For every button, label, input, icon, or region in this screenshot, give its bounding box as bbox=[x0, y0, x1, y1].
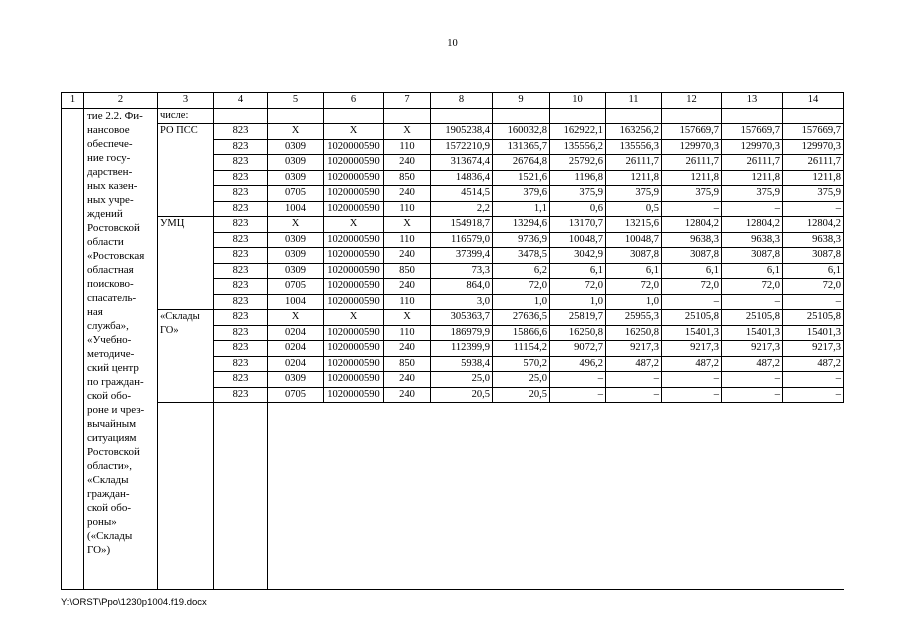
empty-cell bbox=[384, 108, 431, 124]
description-line: ский центр bbox=[87, 361, 139, 374]
description-line: вычайным bbox=[87, 417, 137, 430]
amount-cell: 26111,7 bbox=[783, 155, 844, 171]
description-line: ная bbox=[87, 305, 103, 318]
institution-name-line: УМЦ bbox=[160, 218, 185, 229]
column-number: 9 bbox=[493, 93, 550, 109]
amount-cell: 13170,7 bbox=[550, 217, 606, 233]
amount-cell: 9638,3 bbox=[722, 232, 783, 248]
code-cell: 1020000590 bbox=[324, 294, 384, 310]
code-cell: 110 bbox=[384, 139, 431, 155]
budget-table bbox=[61, 92, 844, 590]
amount-cell: 375,9 bbox=[550, 186, 606, 202]
code-cell: Х bbox=[324, 124, 384, 140]
code-cell: Х bbox=[384, 217, 431, 233]
amount-cell: 0,6 bbox=[550, 201, 606, 217]
code-cell: Х bbox=[268, 124, 324, 140]
amount-cell: 487,2 bbox=[662, 356, 722, 372]
code-cell: 240 bbox=[384, 186, 431, 202]
amount-cell: 864,0 bbox=[431, 279, 493, 295]
amount-cell: 375,9 bbox=[783, 186, 844, 202]
amount-cell: 26111,7 bbox=[662, 155, 722, 171]
empty-cell bbox=[722, 108, 783, 124]
amount-cell: – bbox=[550, 387, 606, 403]
amount-cell: – bbox=[783, 387, 844, 403]
amount-cell: 6,1 bbox=[606, 263, 662, 279]
amount-cell: 15866,6 bbox=[493, 325, 550, 341]
amount-cell: 72,0 bbox=[493, 279, 550, 295]
amount-cell: 12804,2 bbox=[722, 217, 783, 233]
description-line: по граждан- bbox=[87, 375, 144, 388]
amount-cell: 163256,2 bbox=[606, 124, 662, 140]
amount-cell: 27636,5 bbox=[493, 310, 550, 326]
code-cell: 0309 bbox=[268, 232, 324, 248]
code-cell: 823 bbox=[214, 310, 268, 326]
code-cell: Х bbox=[384, 124, 431, 140]
column-number: 2 bbox=[84, 93, 158, 109]
column-number: 11 bbox=[606, 93, 662, 109]
filler-cell bbox=[214, 403, 268, 590]
amount-cell: 25955,3 bbox=[606, 310, 662, 326]
code-cell: Х bbox=[268, 310, 324, 326]
code-cell: 823 bbox=[214, 170, 268, 186]
column-number: 13 bbox=[722, 93, 783, 109]
code-cell: 110 bbox=[384, 201, 431, 217]
amount-cell: 1211,8 bbox=[783, 170, 844, 186]
code-cell: 240 bbox=[384, 248, 431, 264]
amount-cell: 6,1 bbox=[662, 263, 722, 279]
description-line: граждан- bbox=[87, 487, 130, 500]
amount-cell: 154918,7 bbox=[431, 217, 493, 233]
amount-cell: 6,1 bbox=[783, 263, 844, 279]
filler-cell bbox=[722, 403, 783, 590]
code-cell: 240 bbox=[384, 279, 431, 295]
code-cell: 0705 bbox=[268, 279, 324, 295]
amount-cell: – bbox=[783, 201, 844, 217]
row-number-cell bbox=[62, 108, 84, 590]
amount-cell: 1521,6 bbox=[493, 170, 550, 186]
amount-cell: 135556,2 bbox=[550, 139, 606, 155]
amount-cell: 12804,2 bbox=[662, 217, 722, 233]
code-cell: 823 bbox=[214, 186, 268, 202]
amount-cell: 305363,7 bbox=[431, 310, 493, 326]
code-cell: 823 bbox=[214, 294, 268, 310]
description-line: ных учре- bbox=[87, 193, 134, 206]
code-cell: 0705 bbox=[268, 387, 324, 403]
amount-cell: 3042,9 bbox=[550, 248, 606, 264]
description-line: области», bbox=[87, 459, 133, 472]
column-number: 8 bbox=[431, 93, 493, 109]
amount-cell: 162922,1 bbox=[550, 124, 606, 140]
amount-cell: 313674,4 bbox=[431, 155, 493, 171]
description-line: «Склады bbox=[87, 473, 129, 486]
empty-cell bbox=[431, 108, 493, 124]
amount-cell: 5938,4 bbox=[431, 356, 493, 372]
amount-cell: – bbox=[722, 201, 783, 217]
empty-cell bbox=[268, 108, 324, 124]
amount-cell: 9072,7 bbox=[550, 341, 606, 357]
amount-cell: 116579,0 bbox=[431, 232, 493, 248]
amount-cell: 1211,8 bbox=[722, 170, 783, 186]
amount-cell: – bbox=[606, 387, 662, 403]
code-cell: 1020000590 bbox=[324, 155, 384, 171]
amount-cell: 375,9 bbox=[722, 186, 783, 202]
code-cell: 0204 bbox=[268, 341, 324, 357]
description-line: поисково- bbox=[87, 277, 134, 290]
description-line: роне и чрез- bbox=[87, 403, 145, 416]
column-number: 5 bbox=[268, 93, 324, 109]
amount-cell: – bbox=[662, 372, 722, 388]
amount-cell: 487,2 bbox=[722, 356, 783, 372]
amount-cell: 3087,8 bbox=[783, 248, 844, 264]
amount-cell: 157669,7 bbox=[662, 124, 722, 140]
amount-cell: 1211,8 bbox=[606, 170, 662, 186]
column-number: 12 bbox=[662, 93, 722, 109]
table-row bbox=[62, 310, 844, 326]
amount-cell: 25792,6 bbox=[550, 155, 606, 171]
institution-name-line: РО ПСС bbox=[160, 125, 198, 136]
code-cell: 1020000590 bbox=[324, 372, 384, 388]
amount-cell: 72,0 bbox=[722, 279, 783, 295]
institution-name-line: ГО» bbox=[160, 325, 179, 336]
column-number: 1 bbox=[62, 93, 84, 109]
intro-label: числе: bbox=[158, 108, 214, 124]
code-cell: 110 bbox=[384, 294, 431, 310]
amount-cell: 9217,3 bbox=[783, 341, 844, 357]
column-number: 7 bbox=[384, 93, 431, 109]
empty-cell bbox=[214, 108, 268, 124]
code-cell: 1020000590 bbox=[324, 325, 384, 341]
description-line: дарствен- bbox=[87, 165, 133, 178]
description-line: Ростовской bbox=[87, 221, 140, 234]
code-cell: 823 bbox=[214, 139, 268, 155]
amount-cell: 112399,9 bbox=[431, 341, 493, 357]
description-line: ние госу- bbox=[87, 151, 131, 164]
amount-cell: 1211,8 bbox=[662, 170, 722, 186]
amount-cell: 10048,7 bbox=[550, 232, 606, 248]
amount-cell: 26764,8 bbox=[493, 155, 550, 171]
code-cell: 0309 bbox=[268, 372, 324, 388]
code-cell: 1020000590 bbox=[324, 139, 384, 155]
amount-cell: 129970,3 bbox=[662, 139, 722, 155]
description-line: областная bbox=[87, 263, 134, 276]
amount-cell: – bbox=[550, 372, 606, 388]
code-cell: Х bbox=[384, 310, 431, 326]
amount-cell: – bbox=[662, 294, 722, 310]
description-line: роны» bbox=[87, 515, 117, 528]
amount-cell: 16250,8 bbox=[606, 325, 662, 341]
code-cell: 0309 bbox=[268, 139, 324, 155]
code-cell: 1020000590 bbox=[324, 356, 384, 372]
code-cell: 823 bbox=[214, 124, 268, 140]
code-cell: 1020000590 bbox=[324, 279, 384, 295]
amount-cell: 37399,4 bbox=[431, 248, 493, 264]
filler-cell bbox=[324, 403, 384, 590]
amount-cell: 14836,4 bbox=[431, 170, 493, 186]
amount-cell: 570,2 bbox=[493, 356, 550, 372]
amount-cell: 15401,3 bbox=[722, 325, 783, 341]
code-cell: Х bbox=[324, 310, 384, 326]
code-cell: 823 bbox=[214, 356, 268, 372]
code-cell: 823 bbox=[214, 232, 268, 248]
amount-cell: 1,1 bbox=[493, 201, 550, 217]
amount-cell: 3087,8 bbox=[662, 248, 722, 264]
code-cell: 1020000590 bbox=[324, 341, 384, 357]
amount-cell: 10048,7 bbox=[606, 232, 662, 248]
amount-cell: 375,9 bbox=[606, 186, 662, 202]
code-cell: Х bbox=[268, 217, 324, 233]
amount-cell: 72,0 bbox=[783, 279, 844, 295]
amount-cell: 3,0 bbox=[431, 294, 493, 310]
code-cell: 823 bbox=[214, 325, 268, 341]
amount-cell: 3087,8 bbox=[606, 248, 662, 264]
code-cell: 0309 bbox=[268, 248, 324, 264]
description-line: «Учебно- bbox=[87, 333, 132, 346]
description-line: «Ростовская bbox=[87, 249, 145, 262]
filler-cell bbox=[662, 403, 722, 590]
amount-cell: 4514,5 bbox=[431, 186, 493, 202]
filler-cell bbox=[783, 403, 844, 590]
description-line: ской обо- bbox=[87, 501, 132, 514]
code-cell: 823 bbox=[214, 279, 268, 295]
code-cell: 850 bbox=[384, 356, 431, 372]
amount-cell: 16250,8 bbox=[550, 325, 606, 341]
footer-file-path: Y:\ORST\Ppo\1230p1004.f19.docx bbox=[61, 597, 207, 608]
code-cell: 823 bbox=[214, 217, 268, 233]
amount-cell: 6,1 bbox=[722, 263, 783, 279]
description-line: ГО») bbox=[87, 543, 111, 556]
filler-cell bbox=[606, 403, 662, 590]
amount-cell: 1,0 bbox=[606, 294, 662, 310]
amount-cell: – bbox=[783, 294, 844, 310]
code-cell: 1020000590 bbox=[324, 248, 384, 264]
amount-cell: 131365,7 bbox=[493, 139, 550, 155]
amount-cell: 13215,6 bbox=[606, 217, 662, 233]
code-cell: 0309 bbox=[268, 170, 324, 186]
description-line: области bbox=[87, 235, 124, 248]
empty-cell bbox=[550, 108, 606, 124]
code-cell: 240 bbox=[384, 155, 431, 171]
filler-cell bbox=[431, 403, 493, 590]
table-row bbox=[62, 124, 844, 140]
description-line: ждений bbox=[87, 207, 123, 220]
code-cell: 823 bbox=[214, 248, 268, 264]
amount-cell: 135556,3 bbox=[606, 139, 662, 155]
amount-cell: 25,0 bbox=[493, 372, 550, 388]
amount-cell: 6,2 bbox=[493, 263, 550, 279]
amount-cell: 73,3 bbox=[431, 263, 493, 279]
amount-cell: 3087,8 bbox=[722, 248, 783, 264]
amount-cell: 496,2 bbox=[550, 356, 606, 372]
column-number: 14 bbox=[783, 93, 844, 109]
amount-cell: 186979,9 bbox=[431, 325, 493, 341]
description-line: спасатель- bbox=[87, 291, 137, 304]
description-cell bbox=[84, 108, 158, 590]
amount-cell: 15401,3 bbox=[783, 325, 844, 341]
code-cell: 823 bbox=[214, 155, 268, 171]
amount-cell: 9217,3 bbox=[606, 341, 662, 357]
amount-cell: 160032,8 bbox=[493, 124, 550, 140]
amount-cell: 26111,7 bbox=[606, 155, 662, 171]
amount-cell: – bbox=[722, 294, 783, 310]
empty-cell bbox=[324, 108, 384, 124]
amount-cell: 9736,9 bbox=[493, 232, 550, 248]
code-cell: 1020000590 bbox=[324, 170, 384, 186]
amount-cell: 129970,3 bbox=[722, 139, 783, 155]
description-line: ных казен- bbox=[87, 179, 138, 192]
empty-cell bbox=[493, 108, 550, 124]
amount-cell: 26111,7 bbox=[722, 155, 783, 171]
code-cell: 110 bbox=[384, 325, 431, 341]
code-cell: 1020000590 bbox=[324, 263, 384, 279]
amount-cell: 487,2 bbox=[783, 356, 844, 372]
amount-cell: 157669,7 bbox=[783, 124, 844, 140]
page-number: 10 bbox=[447, 38, 458, 49]
table-row bbox=[62, 217, 844, 233]
code-cell: 823 bbox=[214, 263, 268, 279]
amount-cell: 1,0 bbox=[493, 294, 550, 310]
column-number: 4 bbox=[214, 93, 268, 109]
intro-row bbox=[62, 108, 844, 124]
amount-cell: 0,5 bbox=[606, 201, 662, 217]
empty-cell bbox=[783, 108, 844, 124]
amount-cell: 2,2 bbox=[431, 201, 493, 217]
amount-cell: 15401,3 bbox=[662, 325, 722, 341]
amount-cell: 13294,6 bbox=[493, 217, 550, 233]
code-cell: 240 bbox=[384, 341, 431, 357]
amount-cell: 1,0 bbox=[550, 294, 606, 310]
amount-cell: 1572210,9 bbox=[431, 139, 493, 155]
amount-cell: – bbox=[662, 387, 722, 403]
amount-cell: 1196,8 bbox=[550, 170, 606, 186]
code-cell: 1004 bbox=[268, 294, 324, 310]
amount-cell: 20,5 bbox=[431, 387, 493, 403]
description-line: Ростовской bbox=[87, 445, 140, 458]
empty-cell bbox=[662, 108, 722, 124]
code-cell: 240 bbox=[384, 372, 431, 388]
description-line: методиче- bbox=[87, 347, 135, 360]
institution-cell bbox=[158, 217, 214, 310]
header-row bbox=[62, 93, 844, 109]
amount-cell: – bbox=[783, 372, 844, 388]
code-cell: 850 bbox=[384, 170, 431, 186]
code-cell: 0204 bbox=[268, 325, 324, 341]
amount-cell: 9638,3 bbox=[662, 232, 722, 248]
description-line: тие 2.2. Фи- bbox=[87, 109, 143, 122]
code-cell: 1020000590 bbox=[324, 232, 384, 248]
amount-cell: 72,0 bbox=[606, 279, 662, 295]
amount-cell: 9217,3 bbox=[662, 341, 722, 357]
code-cell: 823 bbox=[214, 201, 268, 217]
code-cell: 1020000590 bbox=[324, 201, 384, 217]
amount-cell: 6,1 bbox=[550, 263, 606, 279]
code-cell: 823 bbox=[214, 387, 268, 403]
code-cell: 850 bbox=[384, 263, 431, 279]
code-cell: 0309 bbox=[268, 155, 324, 171]
amount-cell: – bbox=[662, 201, 722, 217]
code-cell: 823 bbox=[214, 372, 268, 388]
filler-cell bbox=[550, 403, 606, 590]
code-cell: 1004 bbox=[268, 201, 324, 217]
code-cell: 1020000590 bbox=[324, 387, 384, 403]
code-cell: 0705 bbox=[268, 186, 324, 202]
column-number: 3 bbox=[158, 93, 214, 109]
column-number: 10 bbox=[550, 93, 606, 109]
column-number: 6 bbox=[324, 93, 384, 109]
description-line: ситуациям bbox=[87, 431, 137, 444]
amount-cell: 20,5 bbox=[493, 387, 550, 403]
amount-cell: 72,0 bbox=[662, 279, 722, 295]
institution-cell bbox=[158, 310, 214, 403]
code-cell: 1020000590 bbox=[324, 186, 384, 202]
amount-cell: 25105,8 bbox=[722, 310, 783, 326]
empty-cell bbox=[606, 108, 662, 124]
amount-cell: – bbox=[722, 387, 783, 403]
amount-cell: – bbox=[722, 372, 783, 388]
code-cell: 110 bbox=[384, 232, 431, 248]
amount-cell: 157669,7 bbox=[722, 124, 783, 140]
description-line: ской обо- bbox=[87, 389, 132, 402]
code-cell: 823 bbox=[214, 341, 268, 357]
amount-cell: 11154,2 bbox=[493, 341, 550, 357]
amount-cell: 25105,8 bbox=[662, 310, 722, 326]
description-line: служба», bbox=[87, 319, 129, 332]
amount-cell: – bbox=[606, 372, 662, 388]
amount-cell: 12804,2 bbox=[783, 217, 844, 233]
amount-cell: 375,9 bbox=[662, 186, 722, 202]
filler-cell bbox=[384, 403, 431, 590]
description-line: обеспече- bbox=[87, 137, 133, 150]
code-cell: Х bbox=[324, 217, 384, 233]
description-line: («Склады bbox=[87, 529, 133, 542]
amount-cell: 1905238,4 bbox=[431, 124, 493, 140]
amount-cell: 129970,3 bbox=[783, 139, 844, 155]
amount-cell: 25819,7 bbox=[550, 310, 606, 326]
filler-row bbox=[62, 403, 844, 590]
institution-name-line: «Склады bbox=[160, 311, 200, 322]
amount-cell: 25105,8 bbox=[783, 310, 844, 326]
amount-cell: 72,0 bbox=[550, 279, 606, 295]
amount-cell: 379,6 bbox=[493, 186, 550, 202]
amount-cell: 3478,5 bbox=[493, 248, 550, 264]
code-cell: 240 bbox=[384, 387, 431, 403]
code-cell: 0309 bbox=[268, 263, 324, 279]
amount-cell: 9638,3 bbox=[783, 232, 844, 248]
institution-cell bbox=[158, 124, 214, 217]
filler-cell bbox=[158, 403, 214, 590]
description-line: нансовое bbox=[87, 123, 130, 136]
amount-cell: 25,0 bbox=[431, 372, 493, 388]
amount-cell: 487,2 bbox=[606, 356, 662, 372]
filler-cell bbox=[493, 403, 550, 590]
code-cell: 0204 bbox=[268, 356, 324, 372]
filler-cell bbox=[268, 403, 324, 590]
amount-cell: 9217,3 bbox=[722, 341, 783, 357]
